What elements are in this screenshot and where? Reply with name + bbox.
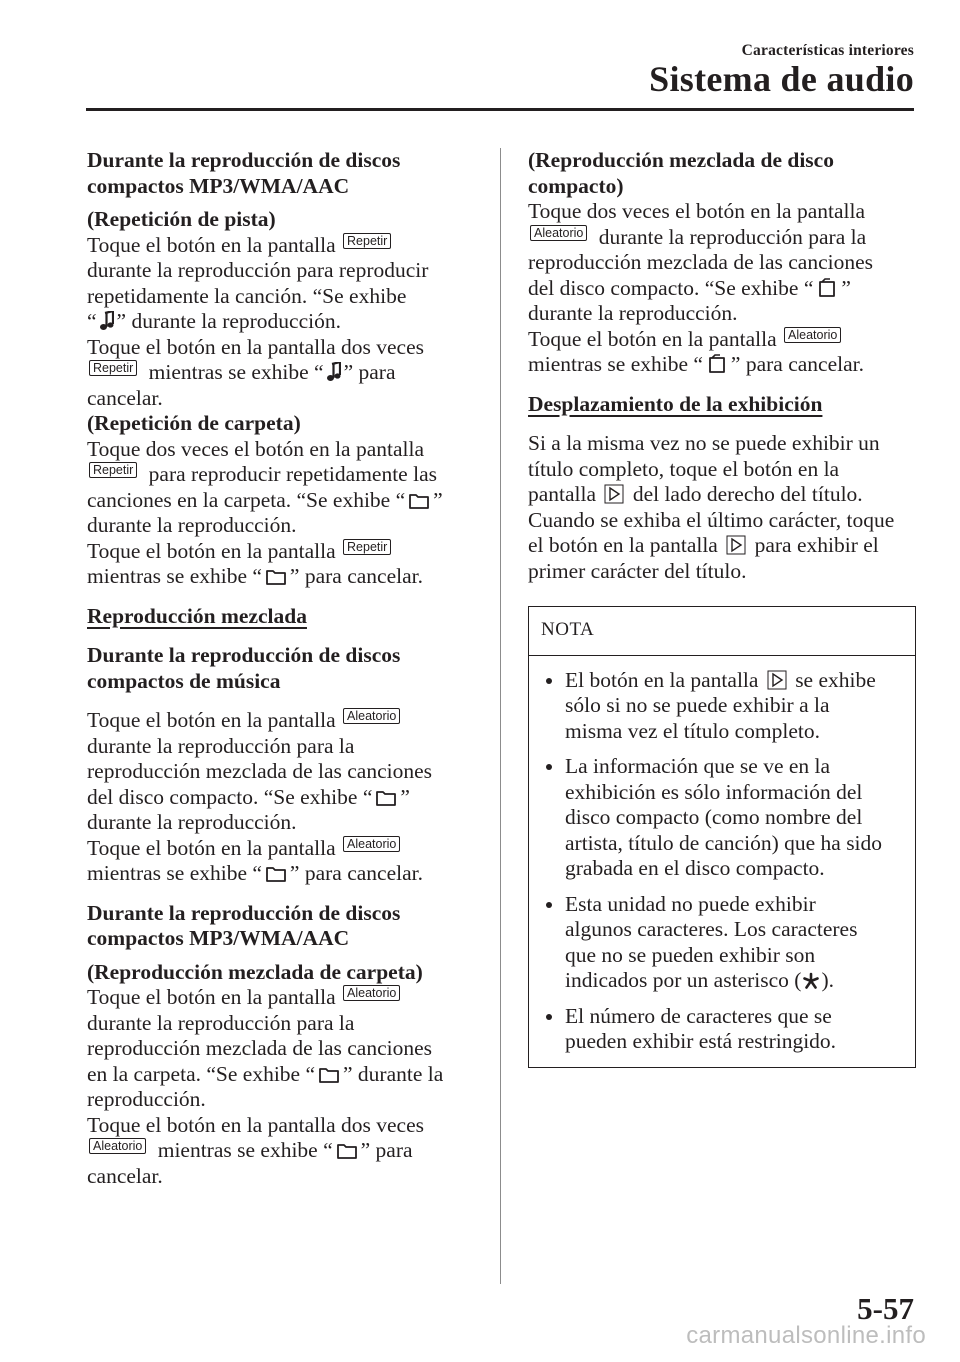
- heading-display-scroll: Desplazamiento de la exhibición: [528, 391, 823, 416]
- paragraph-repeat-folder: Toque dos veces el botón en la pantalla Repetir para reproducir repetidamente las canciones en la carpeta. “Se exhibe “ ” durante la reproducción. Toque el botón en la pantalla Repetir mientras se exhibe “ ” para cancelar.: [87, 436, 443, 588]
- right-arrow-button-icon: [604, 484, 624, 504]
- paragraph-display-scroll: Si a la misma vez no se puede exhibir un título completo, toque el botón en la pantalla del lado derecho del título. Cuando se exhiba el último carácter, toque el botón en la pantalla para exhibir el primer carácter del título.: [528, 431, 895, 583]
- page-title: Sistema de audio: [649, 59, 914, 99]
- paragraph-shuffle-folder: Toque el botón en la pantalla Aleatorio durante la reproducción para la reproducción mezclada de las canciones en la carpeta. “Se exhibe “ ” durante la reproducción. Toque el botón en la pantalla dos veces Aleatorio mientras se exhibe “ ” para cancelar.: [87, 985, 444, 1188]
- aleatorio-button: Aleatorio: [784, 327, 841, 343]
- folder-icon: [375, 789, 397, 807]
- folder-icon: [336, 1142, 358, 1160]
- repetir-button: Repetir: [343, 539, 391, 555]
- repetir-button: Repetir: [89, 462, 137, 478]
- heading-shuffle: Reproducción mezclada: [87, 603, 307, 628]
- heading-music-cd: Durante la reproducción de discos compactos de música: [87, 643, 401, 693]
- watermark: carmanualsonline.info: [686, 1322, 926, 1349]
- note-title: NOTA: [529, 607, 915, 656]
- aleatorio-button: Aleatorio: [343, 708, 400, 724]
- section-label: Características interiores: [741, 42, 914, 59]
- page-number: 5-57: [857, 1291, 914, 1326]
- folder-icon: [265, 568, 287, 586]
- heading-mp3: Durante la reproducción de discos compactos MP3/WMA/AAC: [87, 148, 401, 198]
- repetir-button: Repetir: [343, 233, 391, 249]
- column-divider: [500, 148, 501, 1284]
- paragraph-repeat-track: Toque el botón en la pantalla Repetir durante la reproducción para reproducir repetidamente la canción. “Se exhibe “ ” durante la reproducción. Toque el botón en la pantalla dos veces Repetir mientras se exhibe “ ” para cancelar.: [87, 232, 429, 410]
- heading-repeat-track: (Repetición de pista): [87, 207, 276, 231]
- list-item: El botón en la pantalla se exhibe sólo si no se puede exhibir a la misma vez el título completo.: [541, 668, 901, 745]
- left-column: [87, 148, 479, 1189]
- heading-shuffle-folder: (Reproducción mezclada de carpeta): [87, 959, 423, 984]
- disc-icon: [816, 278, 838, 298]
- asterisk-icon: [802, 972, 820, 990]
- folder-icon: [318, 1066, 340, 1084]
- heading-repeat-folder: (Repetición de carpeta): [87, 411, 301, 435]
- music-note-icon: [327, 362, 341, 382]
- list-item: La información que se ve en la exhibición es sólo información del disco compacto (como nombre del artista, título de canción) que ha sido grabada en el disco compacto.: [541, 754, 901, 882]
- heading-mp3-shuffle: Durante la reproducción de discos compactos MP3/WMA/AAC: [87, 900, 401, 950]
- folder-icon: [265, 865, 287, 883]
- paragraph-shuffle-disc: Toque dos veces el botón en la pantalla Aleatorio durante la reproducción para la reproducción mezclada de las canciones del disco compacto. “Se exhibe “ ” durante la reproducción. Toque el botón en la pantalla Aleatorio mientras se exhibe “ ” para cancelar.: [528, 199, 874, 376]
- right-arrow-button-icon: [767, 670, 787, 690]
- heading-shuffle-disc: (Reproducción mezclada de disco compacto): [528, 148, 834, 198]
- note-list: [529, 656, 915, 1067]
- list-item: El número de caracteres que se pueden exhibir está restringido.: [541, 1004, 901, 1055]
- header-rule: [86, 108, 914, 111]
- aleatorio-button: Aleatorio: [530, 225, 587, 241]
- disc-icon: [706, 354, 728, 374]
- music-note-icon: [100, 311, 114, 331]
- repetir-button: Repetir: [89, 360, 137, 376]
- folder-icon: [408, 492, 430, 510]
- paragraph-shuffle-cd: Toque el botón en la pantalla Aleatorio durante la reproducción para la reproducción mezclada de las canciones del disco compacto. “Se exhibe “ ” durante la reproducción. Toque el botón en la pantalla Aleatorio mientras se exhibe “ ” para cancelar.: [87, 708, 433, 885]
- note-box: [528, 606, 916, 1068]
- aleatorio-button: Aleatorio: [343, 985, 400, 1001]
- aleatorio-button: Aleatorio: [343, 836, 400, 852]
- aleatorio-button: Aleatorio: [89, 1138, 146, 1154]
- right-arrow-button-icon: [726, 535, 746, 555]
- list-item: Esta unidad no puede exhibir algunos caracteres. Los caracteres que no se pueden exhibir son indicados por un asterisco ( ).: [541, 892, 901, 994]
- right-column: [528, 148, 916, 1068]
